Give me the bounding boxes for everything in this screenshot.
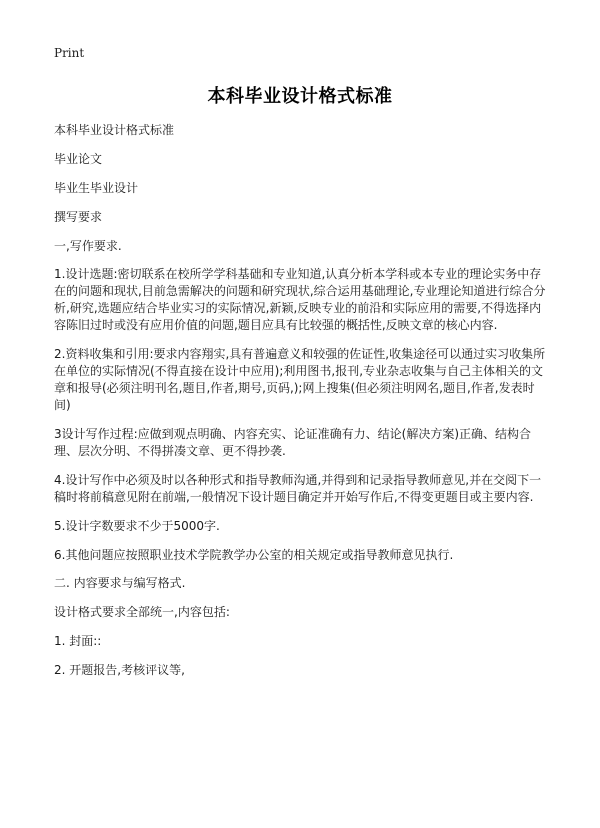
heading-line: 一,写作要求. — [54, 239, 122, 253]
section-line: 毕业论文 — [54, 152, 103, 166]
page-title: 本科毕业设计格式标准 — [207, 86, 393, 107]
paragraph: 4.设计写作中必须及时以各种形式和指导教师沟通,并得到和记录指导教师意见,并在交阅下一稿时将前稿意见附在前端,一般情况下设计题目确定并开始写作后,不得变更题目或主要内容. — [54, 473, 542, 504]
paragraph: 3设计写作过程:应做到观点明确、内容充实、论证准确有力、结论(解决方案)正确、结构合理、层次分明、不得拼凑文章、更不得抄袭. — [54, 427, 532, 458]
paragraph: 2.资料收集和引用:要求内容翔实,具有普遍意义和较强的佐证性,收集途径可以通过实习收集所在单位的实际情况(不得直接在设计中应用);利用图书,报刊,专业杂志收集与自己主体相关的文章和报导(必须注明刊名,题目,作者,期号,页码,);网上搜集(但必须注明网名,题目,作者,发表时间) — [54, 347, 546, 412]
section-line: 设计格式要求全部统一,内容包括: — [54, 605, 230, 619]
heading-line: 二. 内容要求与编写格式. — [54, 576, 186, 590]
paragraph: 5.设计字数要求不少于5000字. — [54, 519, 220, 533]
subtitle-line: 本科毕业设计格式标准 — [54, 123, 175, 137]
section-line: 撰写要求 — [54, 210, 103, 224]
print-label: Print — [54, 46, 85, 60]
list-item: 1. 封面:: — [54, 634, 102, 648]
list-item: 2. 开题报告,考核评议等, — [54, 663, 185, 677]
section-line: 毕业生毕业设计 — [54, 181, 139, 195]
document-body — [54, 120, 550, 680]
paragraph: 1.设计选题:密切联系在校所学学科基础和专业知道,认真分析本学科或本专业的理论实务中存在的问题和现状,目前急需解决的问题和研究现状,综合运用基础理论,专业理论知道进行综合分析,研究,选题应结合毕业实习的实际情况,新颖,反映专业的前沿和实际应用的需要,不得选择内容陈旧过时或没有应用价值的问题,题目应具有比较强的概括性,反映文章的核心内容. — [54, 267, 546, 332]
paragraph: 6.其他问题应按照职业技术学院教学办公室的相关规定或指导教师意见执行. — [54, 548, 454, 562]
